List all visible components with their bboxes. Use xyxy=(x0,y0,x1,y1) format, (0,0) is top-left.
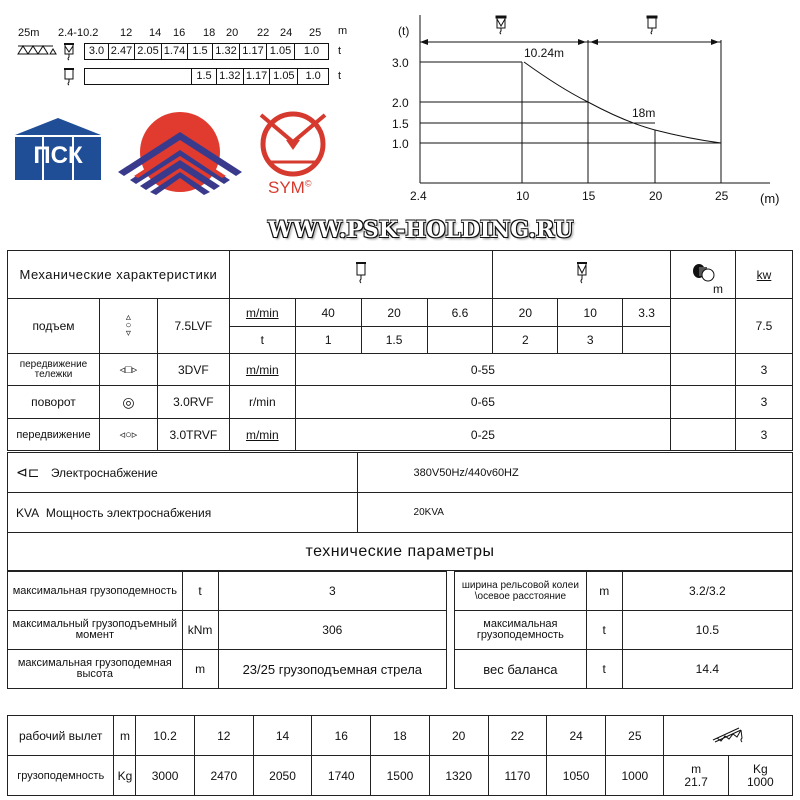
psk-logo xyxy=(15,118,101,180)
load-cell: 1.32 xyxy=(217,69,244,84)
reach-load: 1170 xyxy=(488,756,546,796)
reach-load: 1000 xyxy=(606,756,664,796)
tech-unit: t xyxy=(586,650,622,689)
load-cell: 1.74 xyxy=(162,44,188,59)
reach-radius: 10.2 xyxy=(136,716,194,756)
trolley-icon: ◃□▹ xyxy=(99,354,157,386)
tech-unit: t xyxy=(182,572,218,611)
load-chart xyxy=(370,0,800,210)
reach-radius: 24 xyxy=(547,716,606,756)
load-cell: 3.0 xyxy=(85,44,109,59)
kva-value: 20KVA xyxy=(357,493,792,533)
drum-header xyxy=(671,251,736,299)
reach-load: 2050 xyxy=(253,756,311,796)
reach-load: 1050 xyxy=(547,756,606,796)
reach-radius: 14 xyxy=(253,716,311,756)
reach-radius: 16 xyxy=(312,716,371,756)
tech-value: 14.4 xyxy=(622,650,792,689)
col-head: 18 xyxy=(203,27,216,39)
reach-radius: 12 xyxy=(194,716,253,756)
load-cell: 1.05 xyxy=(267,44,295,59)
cable-drum-icon xyxy=(690,262,716,284)
y-axis-label: (t) xyxy=(398,24,410,38)
reach-load: 1320 xyxy=(429,756,488,796)
svg-text:1.5: 1.5 xyxy=(392,117,409,131)
slewing-label: поворот xyxy=(8,386,100,419)
double-hook-icon xyxy=(575,261,589,285)
hoist-load: 1 xyxy=(295,327,361,354)
tip-kg-value: 1000 xyxy=(746,774,774,789)
travel-speed: 0-25 xyxy=(295,419,670,451)
boom-icon xyxy=(17,44,57,56)
load-row-double-hook xyxy=(84,43,329,60)
col-head: 16 xyxy=(173,27,186,39)
load-cell: 1.5 xyxy=(188,44,213,59)
load-cell: 1.05 xyxy=(270,69,298,84)
tech-label: максимальная грузоподемность xyxy=(8,572,183,611)
hoist-load xyxy=(623,327,671,354)
svg-text:(m): (m) xyxy=(760,191,780,206)
slewing-speed: 0-65 xyxy=(295,386,670,419)
col-head: 14 xyxy=(149,27,162,39)
tech-value: 3 xyxy=(218,572,446,611)
trolley-drum xyxy=(671,354,736,386)
travel-unit: m/min xyxy=(229,419,295,451)
double-hook-header xyxy=(493,251,671,299)
hoist-speed: 6.6 xyxy=(427,299,493,327)
tech-label: вес баланса xyxy=(455,650,587,689)
hoist-load-unit: t xyxy=(229,327,295,354)
travel-kw: 3 xyxy=(735,419,792,451)
tech-value: 23/25 грузоподъемная стрела xyxy=(218,650,446,689)
jib-icon xyxy=(711,724,745,744)
boom-length-label: 25m xyxy=(18,27,40,39)
travel-icon: ◃○▹ xyxy=(99,419,157,451)
tip-radius-cell xyxy=(664,756,728,796)
tech-right-table xyxy=(454,571,793,689)
hoist-speed: 40 xyxy=(295,299,361,327)
reach-load: 1500 xyxy=(371,756,429,796)
tech-value: 10.5 xyxy=(622,611,792,650)
sunrise-roof-logo xyxy=(118,110,243,195)
jib-tip-header xyxy=(664,716,793,756)
svg-text:1.0: 1.0 xyxy=(392,137,409,151)
single-hook-icon xyxy=(63,67,75,87)
tip-m-value: 21.7 xyxy=(684,774,708,789)
hoist-speed: 20 xyxy=(493,299,558,327)
tech-label: максимальная грузоподемность xyxy=(455,611,587,650)
slewing-drum xyxy=(671,386,736,419)
tech-unit: m xyxy=(586,572,622,611)
hoist-speed-unit: m/min xyxy=(229,299,295,327)
unit-t: t xyxy=(338,70,342,82)
power-supply-label: Электроснабжение xyxy=(50,466,158,480)
plug-icon: ⊲⊏ xyxy=(16,464,40,480)
svg-text:3.0: 3.0 xyxy=(392,56,409,70)
reach-load: 1740 xyxy=(312,756,371,796)
travel-drum xyxy=(671,419,736,451)
slewing-icon: ◎ xyxy=(99,386,157,419)
tech-params-title: технические параметры xyxy=(8,533,793,571)
load-cell: 1.32 xyxy=(213,44,240,59)
load-cell: 1.0 xyxy=(305,70,321,82)
load-cell: 2.05 xyxy=(135,44,162,59)
load-cell: 1.0 xyxy=(303,45,320,57)
col-head: 22 xyxy=(257,27,270,39)
double-hook-icon xyxy=(63,42,75,62)
svg-text:2.4: 2.4 xyxy=(410,189,427,203)
tech-value: 306 xyxy=(218,611,446,650)
load-cell: 1.5 xyxy=(192,69,217,84)
svg-text:25: 25 xyxy=(715,189,729,203)
tip-m-unit: m xyxy=(691,761,702,776)
tech-label: максимальная грузоподемная высота xyxy=(8,650,183,689)
single-hook-icon xyxy=(354,261,368,285)
tech-unit: m xyxy=(182,650,218,689)
svg-text:18m: 18m xyxy=(632,106,656,120)
tech-label: максимальный грузоподъемный момент xyxy=(8,611,183,650)
hoist-label: подъем xyxy=(8,299,100,354)
kva-label: Мощность электроснабжения xyxy=(45,505,212,520)
trolley-unit: m/min xyxy=(229,354,295,386)
hoist-load: 1.5 xyxy=(361,327,427,354)
hoist-speed: 20 xyxy=(361,299,427,327)
kva-prefix: KVA xyxy=(16,505,39,520)
power-unit-header: kw xyxy=(735,251,792,299)
reach-radius: 22 xyxy=(488,716,546,756)
hoist-load xyxy=(427,327,493,354)
svg-text:15: 15 xyxy=(582,189,596,203)
col-head: 20 xyxy=(226,27,239,39)
mechanical-table xyxy=(7,250,793,451)
reach-load: 3000 xyxy=(136,756,194,796)
hoist-up-down-icon: ▵ ○ ▿ xyxy=(125,311,132,339)
load-cell: 2.47 xyxy=(109,44,135,59)
col-head: 2.4-10.2 xyxy=(58,27,99,39)
travel-label: передвижение xyxy=(8,419,100,451)
hoist-speed: 10 xyxy=(558,299,623,327)
website-url[interactable]: WWW.PSK-HOLDING.RU xyxy=(268,217,574,243)
hoist-model: 7.5LVF xyxy=(157,299,229,354)
sym-logo-emblem xyxy=(256,110,331,180)
load-label: грузоподемность xyxy=(8,756,114,796)
col-head: 24 xyxy=(280,27,293,39)
power-supply-label-cell xyxy=(8,453,358,493)
mechanical-title: Механические характеристики xyxy=(8,251,230,299)
load-cell-empty xyxy=(85,69,192,84)
svg-text:10.24m: 10.24m xyxy=(524,46,565,60)
unit-m: m xyxy=(338,25,348,37)
tip-kg-unit: Kg xyxy=(753,761,768,776)
tip-load-cell xyxy=(728,756,792,796)
trolley-label: передвижение тележки xyxy=(8,354,100,386)
power-supply-value: 380V50Hz/440v60HZ xyxy=(357,453,792,493)
svg-text:10: 10 xyxy=(516,189,530,203)
tech-left-table xyxy=(7,571,447,689)
reach-radius: 25 xyxy=(606,716,664,756)
slewing-kw: 3 xyxy=(735,386,792,419)
psk-logo-text: ПСК xyxy=(33,142,83,169)
reach-load-table xyxy=(7,715,793,796)
hoist-load: 2 xyxy=(493,327,558,354)
reach-radius: 20 xyxy=(429,716,488,756)
unit-t: t xyxy=(338,45,342,57)
kva-label-cell xyxy=(8,493,358,533)
hoist-load: 3 xyxy=(558,327,623,354)
reach-label: рабочий вылет xyxy=(8,716,114,756)
reach-load: 2470 xyxy=(194,756,253,796)
sym-logo-text: SYM© xyxy=(268,178,312,197)
slewing-model: 3.0RVF xyxy=(157,386,229,419)
reach-radius: 18 xyxy=(371,716,429,756)
col-head: 12 xyxy=(120,27,133,39)
hoist-icon-cell xyxy=(99,299,157,354)
svg-text:20: 20 xyxy=(649,189,663,203)
load-cell: 1.17 xyxy=(240,44,267,59)
drum-unit: m xyxy=(712,282,723,296)
load-row-single-hook xyxy=(84,68,329,85)
travel-model: 3.0TRVF xyxy=(157,419,229,451)
tech-unit: t xyxy=(586,611,622,650)
load-cell: 1.17 xyxy=(244,69,271,84)
trolley-kw: 3 xyxy=(735,354,792,386)
tech-value: 3.2/3.2 xyxy=(622,572,792,611)
tech-label: ширина рельсовой колеи \осевое расстояние xyxy=(455,572,587,611)
svg-text:2.0: 2.0 xyxy=(392,96,409,110)
hoist-drum xyxy=(671,299,736,354)
trolley-model: 3DVF xyxy=(157,354,229,386)
single-hook-header xyxy=(229,251,493,299)
col-head: 25 xyxy=(309,27,322,39)
hoist-speed: 3.3 xyxy=(623,299,671,327)
tech-unit: kNm xyxy=(182,611,218,650)
hoist-kw: 7.5 xyxy=(735,299,792,354)
slewing-unit: r/min xyxy=(229,386,295,419)
load-unit: Kg xyxy=(114,756,136,796)
reach-unit: m xyxy=(114,716,136,756)
power-table xyxy=(7,452,793,571)
trolley-speed: 0-55 xyxy=(295,354,670,386)
